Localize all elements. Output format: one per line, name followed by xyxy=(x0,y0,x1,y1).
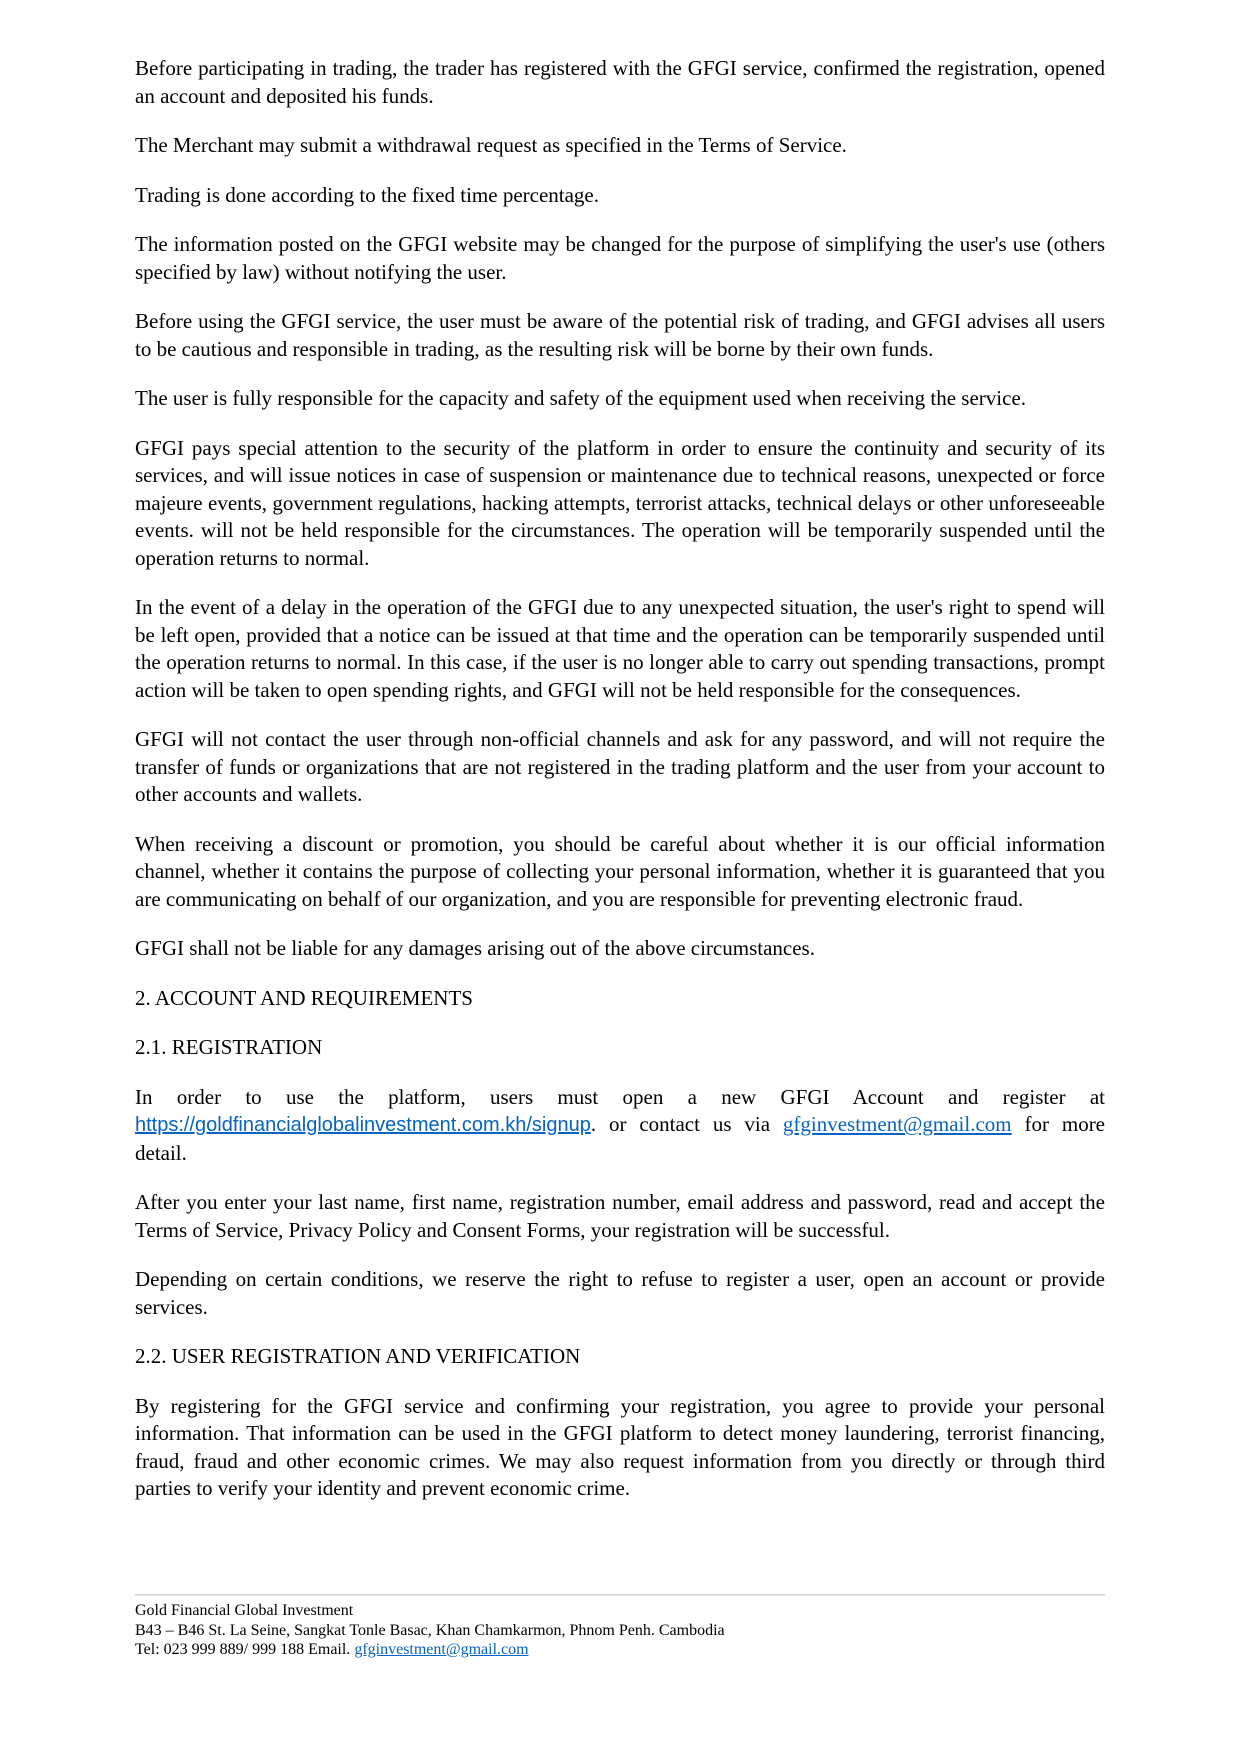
document-body xyxy=(135,55,1105,1525)
section-heading-user-verification: 2.2. USER REGISTRATION AND VERIFICATION xyxy=(135,1344,581,1368)
paragraph-refusal-right: Depending on certain conditions, we reserve the right to refuse to register a user, open an account or provide services. xyxy=(135,1267,1105,1319)
paragraph-operation-delay: In the event of a delay in the operation of the GFGI due to any unexpected situation, the user's right to spend will be left open, provided that a notice can be issued at that time and the operation can be temporarily suspended until the operation returns to normal. In this case, if the user is no longer able to carry out spending transactions, prompt action will be taken to open spending rights, and GFGI will not be held responsible for the consequences. xyxy=(135,595,1105,702)
footer-address: B43 – B46 St. La Seine, Sangkat Tonle Basac, Khan Chamkarmon, Phnom Penh. Cambodia xyxy=(135,1621,725,1639)
section-heading-registration: 2.1. REGISTRATION xyxy=(135,1035,323,1059)
paragraph-equipment-responsibility: The user is fully responsible for the capacity and safety of the equipment used when receiving the service. xyxy=(135,386,1027,410)
footer-divider xyxy=(135,1594,1105,1596)
paragraph-merchant-withdrawal: The Merchant may submit a withdrawal request as specified in the Terms of Service. xyxy=(135,133,847,157)
registration-text-middle: . or contact us via xyxy=(590,1112,783,1136)
registration-text-before: In order to use the platform, users must open a new GFGI Account and register at xyxy=(135,1084,1105,1109)
footer-company-name: Gold Financial Global Investment xyxy=(135,1602,354,1619)
section-heading-account-requirements: 2. ACCOUNT AND REQUIREMENTS xyxy=(135,985,473,1010)
paragraph-discount-promotion: When receiving a discount or promotion, you should be careful about whether it is our official information channel, whether it contains the purpose of collecting your personal information, whether it is guaranteed that you are communicating on behalf of our organization, and you are responsible for preventing electronic fraud. xyxy=(135,831,1105,911)
paragraph-liability-disclaimer: GFGI shall not be liable for any damages arising out of the above circumstances. xyxy=(135,936,815,960)
paragraph-platform-security: GFGI pays special attention to the security of the platform in order to ensure the continuity and security of its services, and will issue notices in case of suspension or maintenance due to technical reasons, unexpected or force majeure events, government regulations, hacking attempts, terrorist attacks, technical delays or other unforeseeable events. will not be held responsible for the circumstances. The operation will be temporarily suspended until the operation returns to normal. xyxy=(135,435,1105,570)
paragraph-website-information: The information posted on the GFGI website may be changed for the purpose of simplifying the user's use (others specified by law) without notifying the user. xyxy=(135,232,1105,284)
paragraph-registration-steps: After you enter your last name, first name, registration number, email address and password, read and accept the Terms of Service, Privacy Policy and Consent Forms, your registration will be successful. xyxy=(135,1190,1105,1242)
footer-contact-text: Tel: 023 999 889/ 999 188 Email. xyxy=(135,1641,355,1658)
paragraph-personal-information: By registering for the GFGI service and confirming your registration, you agree to provide your personal information. That information can be used in the GFGI platform to detect money laundering, terrorist financing, fraud, fraud and other economic crimes. We may also request information from you directly or through third parties to verify your identity and prevent economic crime. xyxy=(135,1393,1105,1500)
paragraph-non-official-channels: GFGI will not contact the user through non-official channels and ask for any password, and will not require the transfer of funds or organizations that are not registered in the trading platform and the user from your account to other accounts and wallets. xyxy=(135,727,1105,806)
page-footer xyxy=(135,1594,1105,1660)
paragraph-fixed-time-percentage: Trading is done according to the fixed time percentage. xyxy=(135,182,599,207)
registration-text-after: for more detail. xyxy=(135,1112,1106,1165)
contact-email-link[interactable]: gfginvestment@gmail.com xyxy=(782,1112,1012,1136)
footer-contact xyxy=(135,1640,1105,1660)
footer-email-link[interactable]: gfginvestment@gmail.com xyxy=(354,1641,529,1658)
paragraph-trader-registered: Before participating in trading, the trader has registered with the GFGI service, confirmed the registration, opened an account and deposited his funds. xyxy=(135,56,1105,108)
signup-url-link[interactable]: https://goldfinancialglobalinvestment.com.kh/signup xyxy=(135,1114,591,1136)
paragraph-registration-links xyxy=(135,1084,1105,1168)
paragraph-risk-awareness: Before using the GFGI service, the user must be aware of the potential risk of trading, and GFGI advises all users to be cautious and responsible in trading, as the resulting risk will be borne by their own funds. xyxy=(135,309,1105,361)
